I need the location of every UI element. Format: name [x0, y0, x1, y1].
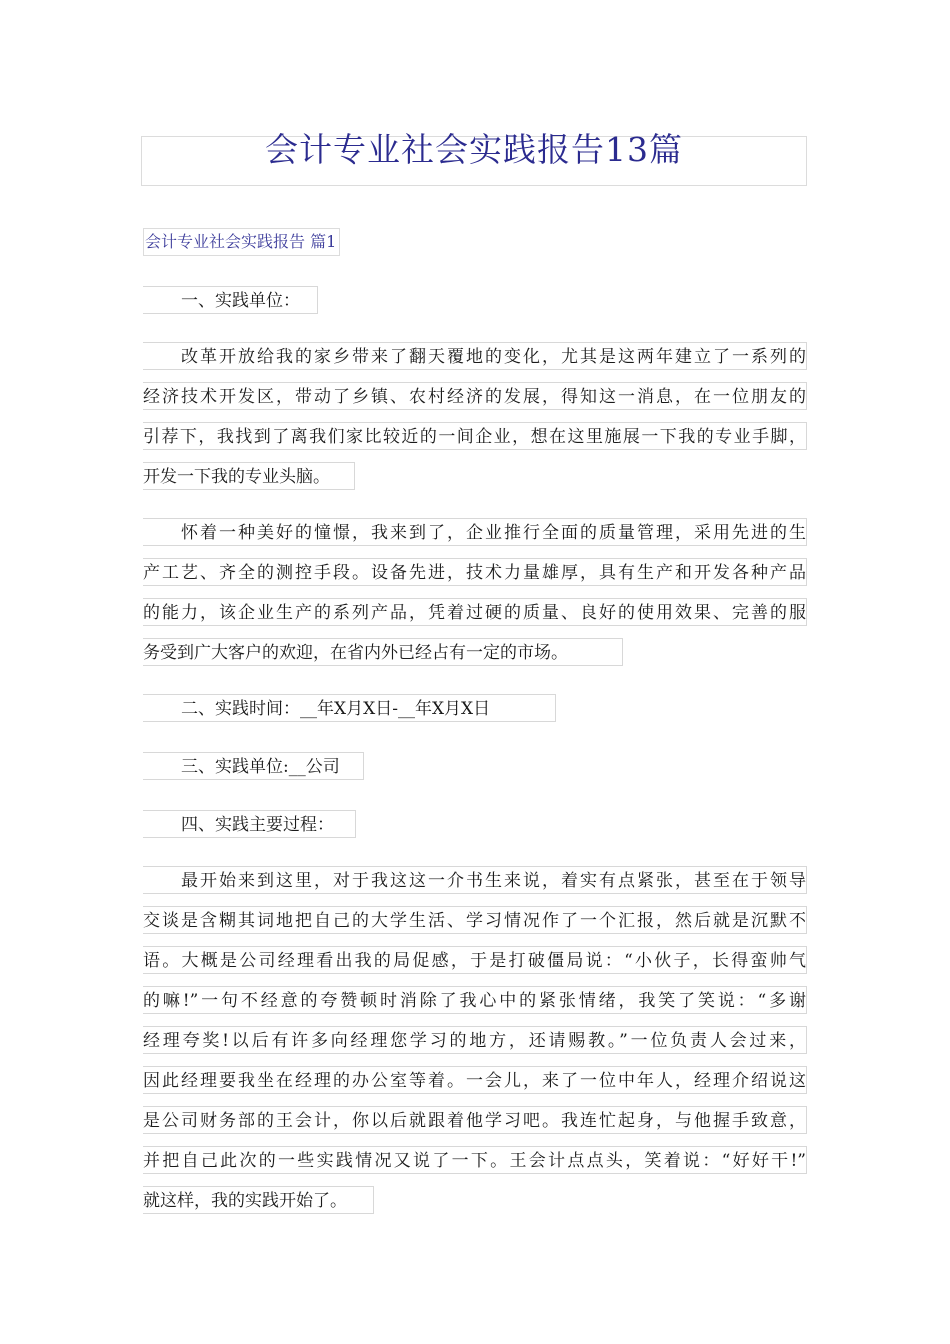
text-line: 交谈是含糊其词地把自己的大学生活、学习情况作了一个汇报，然后就是沉默不	[143, 906, 807, 934]
text-line: 一、实践单位：	[143, 286, 318, 314]
text-line: 务受到广大客户的欢迎，在省内外已经占有一定的市场。	[143, 638, 623, 666]
text-line: 四、实践主要过程：	[143, 810, 356, 838]
section-heading: 会计专业社会实践报告 篇1	[143, 228, 340, 256]
text-line: 语。大概是公司经理看出我的局促感，于是打破僵局说：“小伙子，长得蛮帅气	[143, 946, 807, 974]
text-line: 的能力，该企业生产的系列产品，凭着过硬的质量、良好的使用效果、完善的服	[143, 598, 807, 626]
text-line: 改革开放给我的家乡带来了翻天覆地的变化，尤其是这两年建立了一系列的	[143, 342, 807, 370]
text-line: 怀着一种美好的憧憬，我来到了，企业推行全面的质量管理，采用先进的生	[143, 518, 807, 546]
text-line: 产工艺、齐全的测控手段。设备先进，技术力量雄厚，具有生产和开发各种产品	[143, 558, 807, 586]
text-line: 最开始来到这里，对于我这这一介书生来说，着实有点紧张，甚至在于领导	[143, 866, 807, 894]
text-line: 的嘛!”一句不经意的夸赞顿时消除了我心中的紧张情绪，我笑了笑说：“多谢	[143, 986, 807, 1014]
text-line: 经理夸奖!以后有许多向经理您学习的地方，还请赐教。”一位负责人会过来，	[143, 1026, 807, 1054]
text-line: 就这样，我的实践开始了。	[143, 1186, 374, 1214]
text-line: 因此经理要我坐在经理的办公室等着。一会儿，来了一位中年人，经理介绍说这	[143, 1066, 807, 1094]
text-line: 是公司财务部的王会计，你以后就跟着他学习吧。我连忙起身，与他握手致意，	[143, 1106, 807, 1134]
text-line: 引荐下，我找到了离我们家比较近的一间企业，想在这里施展一下我的专业手脚，	[143, 422, 807, 450]
text-line: 二、实践时间：__年X月X日-__年X月X日	[143, 694, 556, 722]
text-line: 经济技术开发区，带动了乡镇、农村经济的发展，得知这一消息，在一位朋友的	[143, 382, 807, 410]
text-line: 并把自己此次的一些实践情况又说了一下。王会计点点头，笑着说：“好好干!”	[143, 1146, 807, 1174]
text-line: 开发一下我的专业头脑。	[143, 462, 355, 490]
text-line: 三、实践单位:__公司	[143, 752, 364, 780]
document-title: 会计专业社会实践报告13篇	[265, 130, 683, 169]
